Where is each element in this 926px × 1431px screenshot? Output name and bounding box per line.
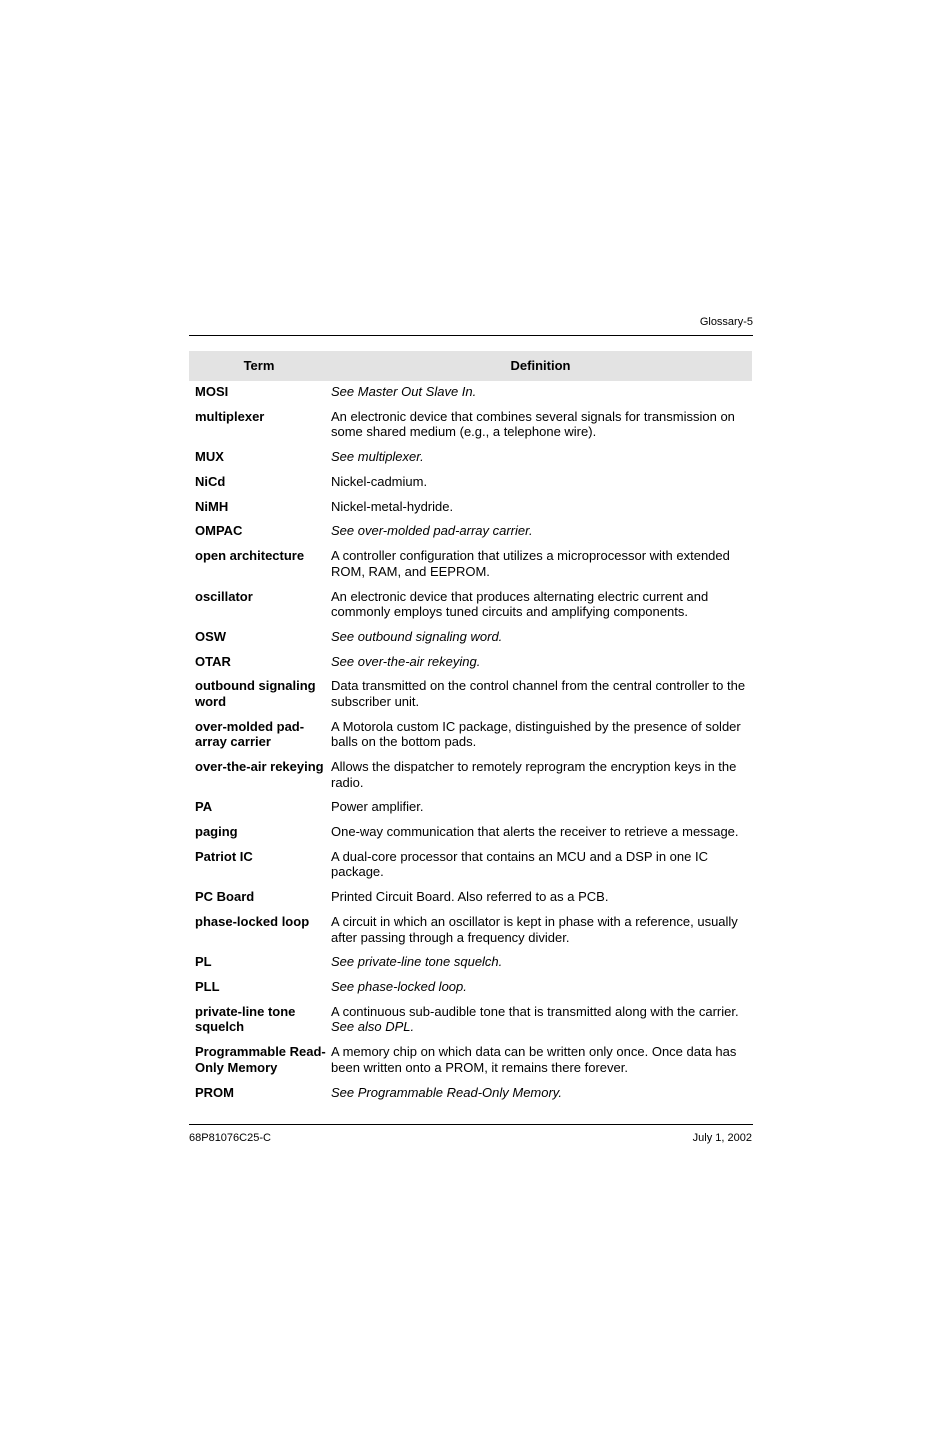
table-row: [189, 824, 752, 840]
table-row: [189, 629, 752, 645]
definition-text: An electronic device that combines several signals for transmission on some shared medium (e.g., a telephone wire).: [331, 408, 735, 440]
glossary-definition: [331, 409, 752, 440]
definition-text: Nickel-cadmium.: [331, 473, 428, 489]
definition-text: A dual-core processor that contains an MCU and a DSP in one IC package.: [331, 848, 708, 880]
glossary-term: NiCd: [195, 473, 226, 489]
definition-text: One-way communication that alerts the receiver to retrieve a message.: [331, 824, 739, 840]
definition-text: Printed Circuit Board. Also referred to as a PCB.: [331, 889, 609, 905]
table-row: [189, 589, 752, 620]
glossary-term: PLL: [195, 979, 220, 995]
definition-text: An electronic device that produces alternating electric current and commonly employs tuned circuits and amplifying components.: [331, 588, 709, 620]
definition-text: See also DPL.: [331, 1019, 415, 1035]
table-row: [189, 1004, 752, 1035]
definition-text: See Programmable Read-Only Memory.: [331, 1084, 562, 1100]
table-row: [189, 954, 752, 970]
definition-column-header: Definition: [510, 358, 571, 373]
glossary-term: Patriot IC: [195, 848, 253, 864]
glossary-table-header: [189, 351, 752, 381]
definition-text: A circuit in which an oscillator is kept in phase with a reference, usually after passing through a frequency divider.: [331, 914, 738, 945]
definition-text: See phase-locked loop.: [331, 979, 467, 995]
glossary-definition: [331, 979, 752, 995]
glossary-definition: [331, 589, 752, 620]
table-row: [189, 719, 752, 750]
definition-text: Power amplifier.: [331, 799, 424, 815]
header-rule: [189, 335, 753, 336]
definition-text: A Motorola custom IC package, distinguished by the presence of solder balls on the bottom pads.: [331, 718, 741, 750]
glossary-term: PL: [195, 954, 212, 970]
table-row: [189, 654, 752, 670]
table-row: [189, 759, 752, 790]
glossary-term: outbound signaling word: [195, 678, 316, 709]
glossary-definition: [331, 759, 752, 790]
glossary-definition: [331, 654, 752, 670]
table-row: [189, 1085, 752, 1101]
glossary-term: open architecture: [195, 548, 305, 564]
glossary-definition: [331, 678, 752, 709]
table-row: [189, 409, 752, 440]
definition-text: Allows the dispatcher to remotely reprogram the encryption keys in the radio.: [331, 759, 737, 790]
glossary-definition: [331, 914, 752, 945]
glossary-term: OTAR: [195, 653, 231, 669]
glossary-definition: [331, 474, 752, 490]
table-row: [189, 474, 752, 490]
definition-text: See over-the-air rekeying.: [331, 653, 481, 669]
glossary-term: over-molded pad-array carrier: [195, 718, 305, 750]
glossary-definition: [331, 384, 752, 400]
glossary-term: over-the-air rekeying: [195, 759, 324, 775]
footer-rule: [189, 1124, 753, 1125]
glossary-definition: [331, 1085, 752, 1101]
glossary-term: MOSI: [195, 384, 229, 399]
definition-text: See Master Out Slave In.: [331, 384, 477, 399]
glossary-term: phase-locked loop: [195, 914, 310, 930]
glossary-definition: [331, 449, 752, 465]
table-row: [189, 499, 752, 515]
glossary-term: OMPAC: [195, 523, 243, 539]
term-column-header: Term: [243, 358, 275, 373]
definition-text: Nickel-metal-hydride.: [331, 498, 454, 514]
definition-text: See private-line tone squelch.: [331, 954, 503, 970]
page-header-label: Glossary-5: [699, 316, 753, 328]
glossary-definition: [331, 1004, 752, 1035]
glossary-definition: [331, 1044, 752, 1075]
table-row: [189, 914, 752, 945]
glossary-term: multiplexer: [195, 408, 265, 424]
glossary-term: PC Board: [195, 889, 255, 905]
table-row: [189, 849, 752, 880]
definition-text: See over-molded pad-array carrier.: [331, 523, 533, 539]
definition-text: See multiplexer.: [331, 449, 424, 465]
glossary-term: PA: [195, 799, 213, 815]
glossary-definition: [331, 523, 752, 539]
definition-text: A continuous sub-audible tone that is transmitted along with the carrier.: [331, 1003, 739, 1019]
glossary-definition: [331, 799, 752, 815]
glossary-term: OSW: [195, 628, 227, 644]
table-row: [189, 889, 752, 905]
glossary-definition: [331, 889, 752, 905]
glossary-definition: [331, 629, 752, 645]
glossary-definition: [331, 824, 752, 840]
table-row: [189, 678, 752, 709]
table-row: [189, 548, 752, 579]
document-number: 68P81076C25-C: [189, 1132, 271, 1144]
glossary-definition: [331, 849, 752, 880]
definition-text: A controller configuration that utilizes a microprocessor with extended ROM, RAM, and EEPROM.: [331, 548, 730, 579]
table-row: [189, 384, 752, 400]
glossary-term: PROM: [195, 1084, 234, 1100]
glossary-table-body: [189, 384, 752, 1109]
table-row: [189, 449, 752, 465]
glossary-definition: [331, 954, 752, 970]
glossary-term: MUX: [195, 449, 224, 465]
glossary-term: paging: [195, 824, 238, 840]
glossary-term: Programmable Read-Only Memory: [195, 1044, 326, 1075]
table-row: [189, 1044, 752, 1075]
table-row: [189, 979, 752, 995]
table-row: [189, 799, 752, 815]
glossary-definition: [331, 719, 752, 750]
publication-date: July 1, 2002: [692, 1132, 752, 1144]
glossary-definition: [331, 548, 752, 579]
glossary-term: oscillator: [195, 588, 253, 604]
glossary-term: NiMH: [195, 498, 229, 514]
glossary-definition: [331, 499, 752, 515]
definition-text: Data transmitted on the control channel from the central controller to the subscriber unit.: [331, 678, 746, 709]
glossary-term: private-line tone squelch: [195, 1003, 296, 1035]
table-row: [189, 523, 752, 539]
definition-text: A memory chip on which data can be written only once. Once data has been written onto a PROM, it remains there forever.: [331, 1044, 737, 1075]
definition-text: See outbound signaling word.: [331, 628, 503, 644]
